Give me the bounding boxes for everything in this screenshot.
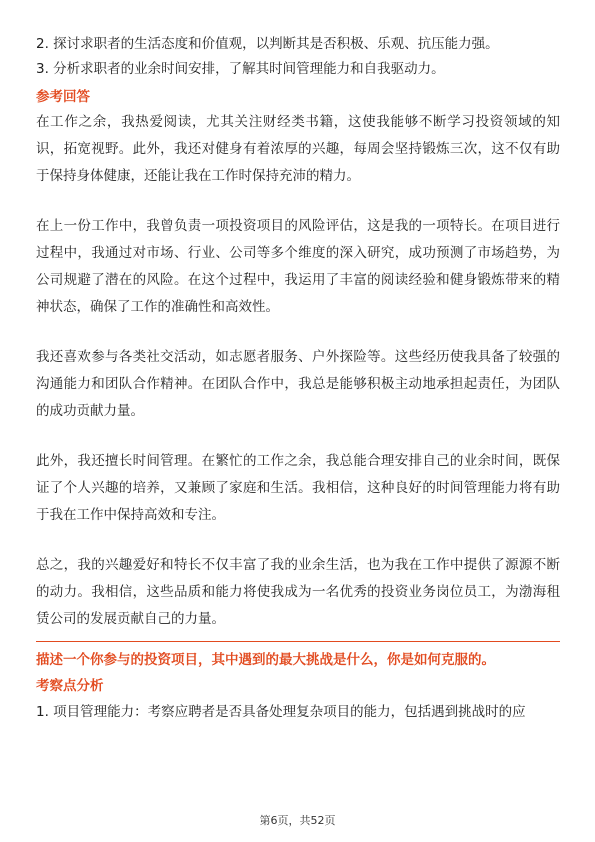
answer-paragraph-1: 在工作之余，我热爱阅读，尤其关注财经类书籍，这使我能够不断学习投资领域的知识，拓宽视野。此外，我还对健身有着浓厚的兴趣，每周会坚持锻炼三次，这不仅有助于保持身体健康，还能让我在工作时保持充沛的精力。 bbox=[36, 114, 560, 184]
paragraph-spacer bbox=[36, 321, 560, 344]
paragraph-spacer bbox=[36, 529, 560, 552]
answer-paragraph-2: 在上一份工作中，我曾负责一项投资项目的风险评估，这是我的一项特长。在项目进行过程中，我通过对市场、行业、公司等多个维度的深入研究，成功预测了市场趋势，为公司规避了潜在的风险。在这个过程中，我运用了丰富的阅读经验和健身锻炼带来的精神状态，确保了工作的准确性和高效性。 bbox=[36, 218, 560, 315]
answer-paragraph-5: 总之，我的兴趣爱好和特长不仅丰富了我的业余生活，也为我在工作中提供了源源不断的动力。我相信，这些品质和能力将使我成为一名优秀的投资业务岗位员工，为渤海租赁公司的发展贡献自己的力量。 bbox=[36, 557, 560, 627]
analysis-heading: 考察点分析 bbox=[36, 678, 104, 694]
paragraph-spacer bbox=[36, 190, 560, 213]
next-question-title: 描述一个你参与的投资项目，其中遇到的最大挑战是什么，你是如何克服的。 bbox=[36, 652, 495, 668]
answer-paragraph-4: 此外，我还擅长时间管理。在繁忙的工作之余，我总能合理安排自己的业余时间，既保证了个人兴趣的培养，又兼顾了家庭和生活。我相信，这种良好的时间管理能力将有助于我在工作中保持高效和专注。 bbox=[36, 453, 560, 523]
page-content bbox=[36, 32, 560, 725]
paragraph-spacer bbox=[36, 425, 560, 448]
answer-heading: 参考回答 bbox=[36, 89, 90, 105]
intro-item-3: 3. 分析求职者的业余时间安排，了解其时间管理能力和自我驱动力。 bbox=[36, 60, 445, 77]
section-divider bbox=[36, 641, 560, 642]
page-footer: 第6页，共52页 bbox=[259, 814, 336, 827]
intro-item-2: 2. 探讨求职者的生活态度和价值观，以判断其是否积极、乐观、抗压能力强。 bbox=[36, 36, 499, 52]
analysis-item-1: 1. 项目管理能力：考察应聘者是否具备处理复杂项目的能力，包括遇到挑战时的应 bbox=[36, 704, 526, 720]
answer-paragraph-3: 我还喜欢参与各类社交活动，如志愿者服务、户外探险等。这些经历使我具备了较强的沟通能力和团队合作精神。在团队合作中，我总是能够积极主动地承担起责任，为团队的成功贡献力量。 bbox=[36, 349, 560, 419]
